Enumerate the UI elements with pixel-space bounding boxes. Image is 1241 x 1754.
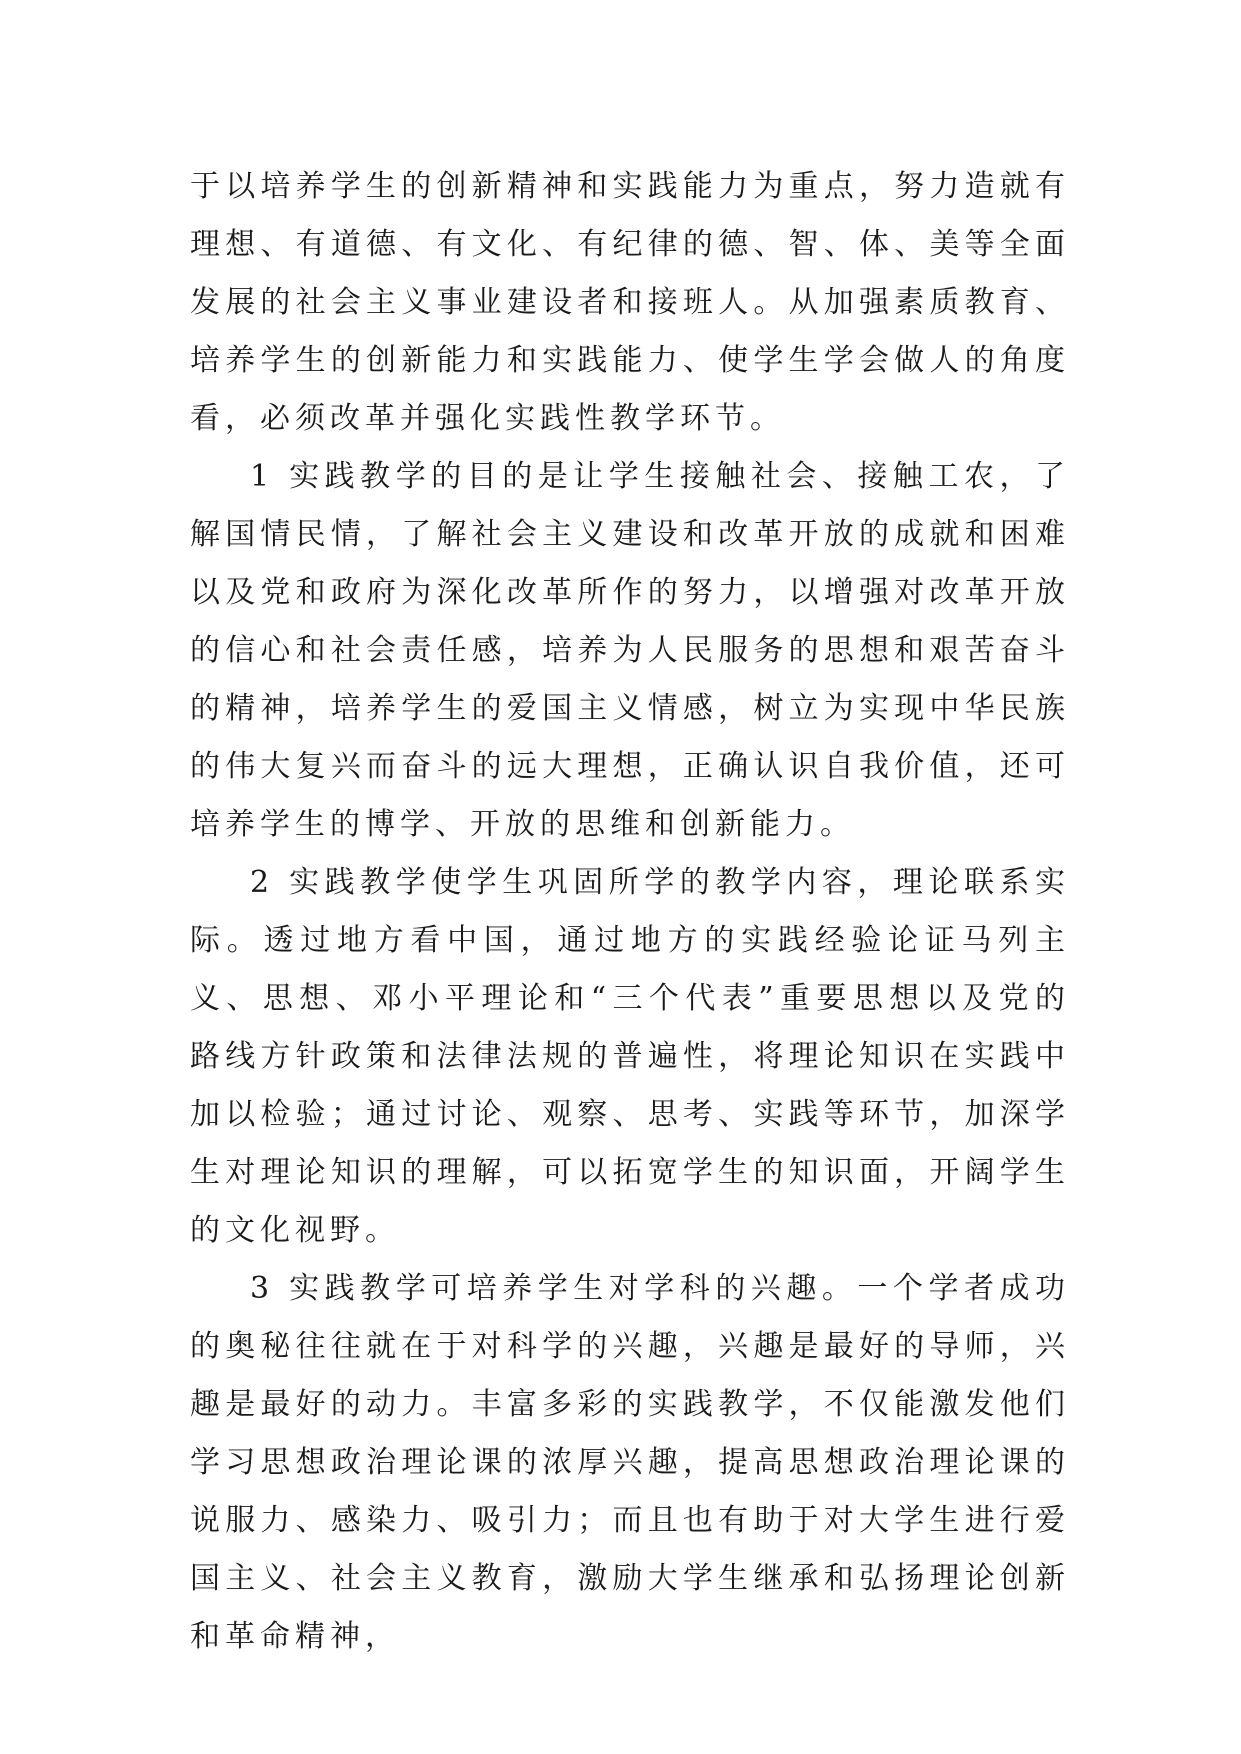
paragraph-point-3: 3 实践教学可培养学生对学科的兴趣。一个学者成功的奥秘往往就在于对科学的兴趣，兴趣是最好的导师，兴趣是最好的动力。丰富多彩的实践教学，不仅能激发他们学习思想政治理论课的浓厚兴趣，提高思想政治理论课的说服力、感染力、吸引力；而且也有助于对大学生进行爱国主义、社会主义教育，激励大学生继承和弘扬理论创新和革命精神，: [190, 1271, 1070, 1654]
paragraph-continuation: 于以培养学生的创新精神和实践能力为重点，努力造就有理想、有道德、有文化、有纪律的德、智、体、美等全面发展的社会主义事业建设者和接班人。从加强素质教育、培养学生的创新能力和实践能力、使学生学会做人的角度看，必须改革并强化实践性教学环节。: [190, 169, 1070, 436]
body-text: [190, 158, 1070, 1666]
paragraph-point-1: 1 实践教学的目的是让学生接触社会、接触工农，了解国情民情，了解社会主义建设和改革开放的成就和困难以及党和政府为深化改革所作的努力，以增强对改革开放的信心和社会责任感，培养为人民服务的思想和艰苦奋斗的精神，培养学生的爱国主义情感，树立为实现中华民族的伟大复兴而奋斗的远大理想，正确认识自我价值，还可培养学生的博学、开放的思维和创新能力。: [190, 459, 1070, 842]
paragraph-point-2: 2 实践教学使学生巩固所学的教学内容，理论联系实际。透过地方看中国，通过地方的实践经验论证马列主义、思想、邓小平理论和“三个代表”重要思想以及党的路线方针政策和法律法规的普遍性，将理论知识在实践中加以检验；通过讨论、观察、思考、实践等环节，加深学生对理论知识的理解，可以拓宽学生的知识面，开阔学生的文化视野。: [190, 865, 1070, 1248]
